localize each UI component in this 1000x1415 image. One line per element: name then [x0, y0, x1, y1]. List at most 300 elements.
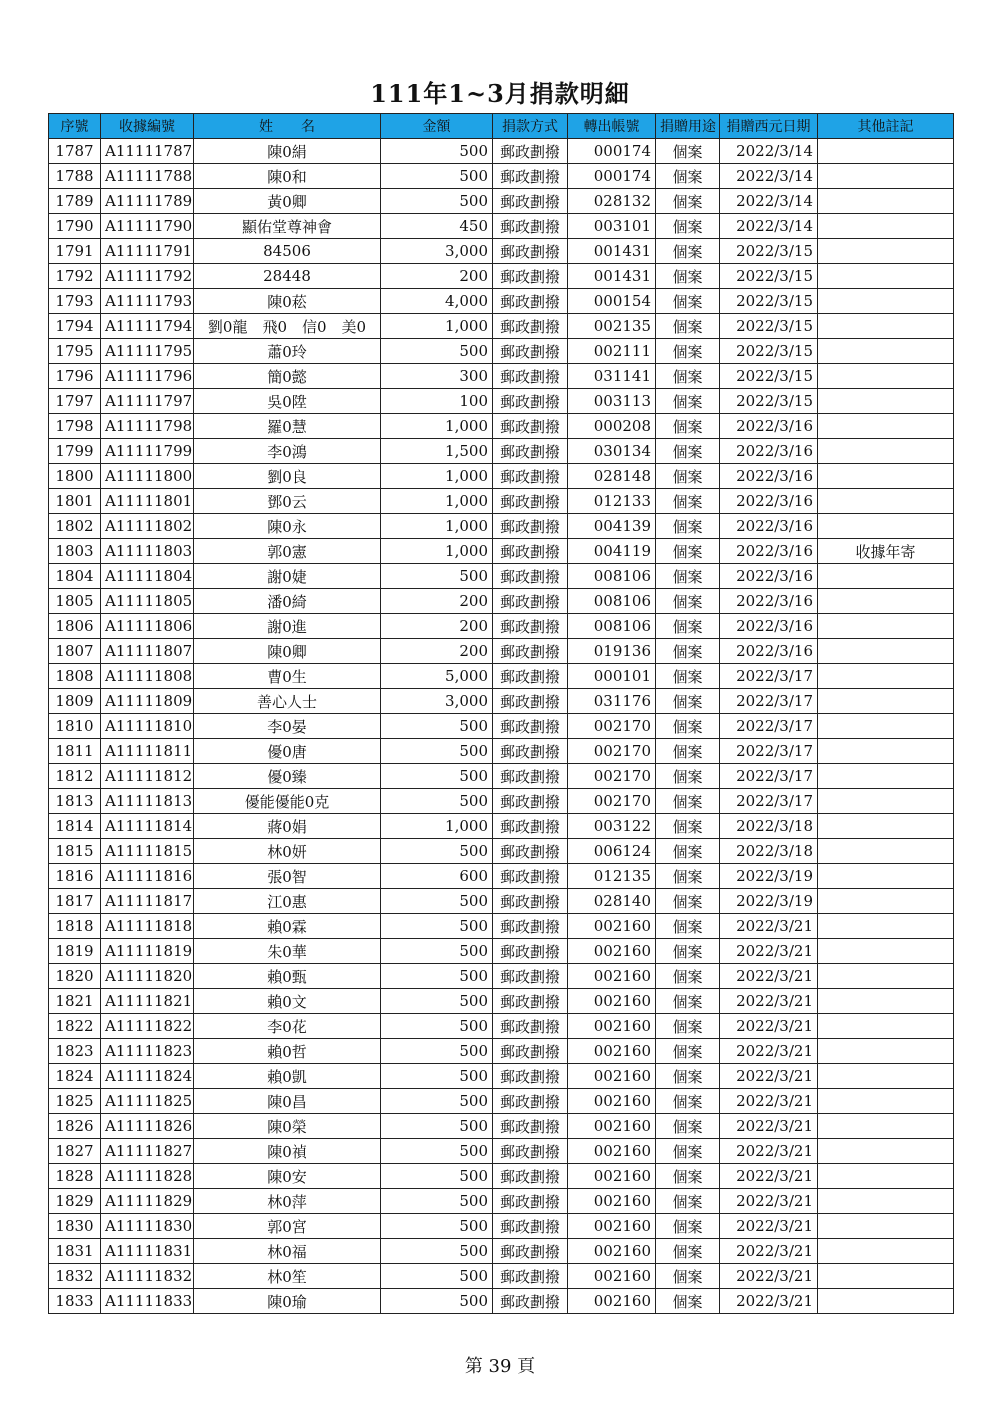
cell-amount: 4,000: [381, 289, 493, 314]
cell-serial-no: 1805: [49, 589, 101, 614]
cell-donation-date: 2022/3/21: [720, 964, 818, 989]
cell-amount: 500: [381, 714, 493, 739]
cell-donation-date: 2022/3/21: [720, 1114, 818, 1139]
cell-donor-name: 善心人士: [194, 689, 381, 714]
cell-receipt-no: A11111823: [101, 1039, 194, 1064]
page-number: 第 39 頁: [464, 1356, 536, 1377]
cell-donation-date: 2022/3/15: [720, 339, 818, 364]
cell-serial-no: 1818: [49, 914, 101, 939]
cell-serial-no: 1801: [49, 489, 101, 514]
cell-remarks: [818, 1264, 954, 1289]
cell-receipt-no: A11111795: [101, 339, 194, 364]
cell-payment-method: 郵政劃撥: [493, 364, 568, 389]
cell-remarks: [818, 1164, 954, 1189]
table-row: [49, 1114, 954, 1139]
cell-donation-date: 2022/3/14: [720, 139, 818, 164]
cell-serial-no: 1814: [49, 814, 101, 839]
cell-receipt-no: A11111814: [101, 814, 194, 839]
cell-payment-method: 郵政劃撥: [493, 1164, 568, 1189]
cell-serial-no: 1796: [49, 364, 101, 389]
cell-remarks: [818, 389, 954, 414]
cell-donation-date: 2022/3/21: [720, 939, 818, 964]
cell-purpose: 個案: [656, 864, 720, 889]
cell-donation-date: 2022/3/14: [720, 164, 818, 189]
cell-donation-date: 2022/3/15: [720, 314, 818, 339]
cell-purpose: 個案: [656, 739, 720, 764]
cell-remarks: [818, 1189, 954, 1214]
cell-serial-no: 1802: [49, 514, 101, 539]
cell-serial-no: 1793: [49, 289, 101, 314]
cell-purpose: 個案: [656, 839, 720, 864]
cell-account-no: 002160: [568, 1189, 656, 1214]
cell-account-no: 006124: [568, 839, 656, 864]
cell-donor-name: 陳0和: [194, 164, 381, 189]
table-row: [49, 739, 954, 764]
cell-donor-name: 陳0瑜: [194, 1289, 381, 1314]
table-row: [49, 239, 954, 264]
cell-remarks: [818, 864, 954, 889]
cell-account-no: 000101: [568, 664, 656, 689]
cell-donation-date: 2022/3/21: [720, 1164, 818, 1189]
cell-donor-name: 劉0龍 飛0 信0 美0: [194, 314, 381, 339]
cell-serial-no: 1824: [49, 1064, 101, 1089]
cell-payment-method: 郵政劃撥: [493, 164, 568, 189]
cell-receipt-no: A11111787: [101, 139, 194, 164]
cell-purpose: 個案: [656, 214, 720, 239]
cell-donation-date: 2022/3/21: [720, 1289, 818, 1314]
cell-receipt-no: A11111790: [101, 214, 194, 239]
table-row: [49, 1039, 954, 1064]
cell-donation-date: 2022/3/21: [720, 914, 818, 939]
cell-remarks: [818, 1214, 954, 1239]
cell-donation-date: 2022/3/15: [720, 264, 818, 289]
cell-receipt-no: A11111820: [101, 964, 194, 989]
cell-payment-method: 郵政劃撥: [493, 814, 568, 839]
cell-donation-date: 2022/3/21: [720, 1264, 818, 1289]
cell-receipt-no: A11111822: [101, 1014, 194, 1039]
table-row: [49, 439, 954, 464]
table-row: [49, 864, 954, 889]
cell-account-no: 030134: [568, 439, 656, 464]
cell-amount: 500: [381, 939, 493, 964]
cell-purpose: 個案: [656, 914, 720, 939]
cell-donor-name: 陳0昌: [194, 1089, 381, 1114]
cell-donor-name: 曹0生: [194, 664, 381, 689]
cell-account-no: 002160: [568, 914, 656, 939]
cell-account-no: 000174: [568, 164, 656, 189]
cell-account-no: 008106: [568, 614, 656, 639]
cell-purpose: 個案: [656, 364, 720, 389]
table-row: [49, 914, 954, 939]
cell-remarks: [818, 989, 954, 1014]
cell-receipt-no: A11111812: [101, 764, 194, 789]
cell-receipt-no: A11111810: [101, 714, 194, 739]
cell-account-no: 002160: [568, 1239, 656, 1264]
table-row: [49, 1264, 954, 1289]
cell-payment-method: 郵政劃撥: [493, 864, 568, 889]
cell-serial-no: 1808: [49, 664, 101, 689]
cell-payment-method: 郵政劃撥: [493, 539, 568, 564]
cell-account-no: 004119: [568, 539, 656, 564]
cell-donor-name: 陳0榮: [194, 1114, 381, 1139]
table-row: [49, 1139, 954, 1164]
cell-serial-no: 1822: [49, 1014, 101, 1039]
cell-account-no: 002160: [568, 1164, 656, 1189]
cell-purpose: 個案: [656, 164, 720, 189]
cell-amount: 500: [381, 1139, 493, 1164]
table-row: [49, 1064, 954, 1089]
table-row: [49, 1089, 954, 1114]
cell-account-no: 000154: [568, 289, 656, 314]
cell-amount: 200: [381, 589, 493, 614]
table-row: [49, 389, 954, 414]
cell-account-no: 002170: [568, 789, 656, 814]
cell-amount: 500: [381, 739, 493, 764]
cell-purpose: 個案: [656, 1064, 720, 1089]
cell-receipt-no: A11111805: [101, 589, 194, 614]
cell-payment-method: 郵政劃撥: [493, 964, 568, 989]
cell-payment-method: 郵政劃撥: [493, 764, 568, 789]
cell-donor-name: 潘0綺: [194, 589, 381, 614]
cell-account-no: 002160: [568, 1014, 656, 1039]
table-row: [49, 1014, 954, 1039]
cell-purpose: 個案: [656, 189, 720, 214]
cell-amount: 1,000: [381, 814, 493, 839]
cell-purpose: 個案: [656, 414, 720, 439]
cell-account-no: 003113: [568, 389, 656, 414]
cell-payment-method: 郵政劃撥: [493, 889, 568, 914]
header-purpose: 捐贈用途: [656, 114, 720, 139]
table-row: [49, 289, 954, 314]
cell-purpose: 個案: [656, 764, 720, 789]
cell-serial-no: 1832: [49, 1264, 101, 1289]
table-row: [49, 489, 954, 514]
cell-serial-no: 1826: [49, 1114, 101, 1139]
cell-remarks: [818, 739, 954, 764]
cell-purpose: 個案: [656, 514, 720, 539]
cell-remarks: [818, 514, 954, 539]
cell-amount: 300: [381, 364, 493, 389]
cell-serial-no: 1813: [49, 789, 101, 814]
cell-amount: 600: [381, 864, 493, 889]
cell-purpose: 個案: [656, 1039, 720, 1064]
cell-donation-date: 2022/3/21: [720, 1139, 818, 1164]
cell-receipt-no: A11111821: [101, 989, 194, 1014]
cell-donation-date: 2022/3/15: [720, 239, 818, 264]
cell-account-no: 031141: [568, 364, 656, 389]
cell-donor-name: 李0鴻: [194, 439, 381, 464]
cell-serial-no: 1806: [49, 614, 101, 639]
cell-amount: 500: [381, 789, 493, 814]
cell-amount: 200: [381, 264, 493, 289]
cell-amount: 200: [381, 639, 493, 664]
cell-serial-no: 1810: [49, 714, 101, 739]
cell-remarks: 收據年寄: [818, 539, 954, 564]
cell-account-no: 002170: [568, 739, 656, 764]
cell-account-no: 019136: [568, 639, 656, 664]
donation-table: [48, 113, 954, 1314]
table-row: [49, 564, 954, 589]
cell-payment-method: 郵政劃撥: [493, 139, 568, 164]
cell-purpose: 個案: [656, 264, 720, 289]
cell-donation-date: 2022/3/16: [720, 464, 818, 489]
cell-remarks: [818, 939, 954, 964]
cell-donation-date: 2022/3/15: [720, 389, 818, 414]
cell-purpose: 個案: [656, 989, 720, 1014]
cell-purpose: 個案: [656, 1189, 720, 1214]
cell-donation-date: 2022/3/16: [720, 489, 818, 514]
cell-receipt-no: A11111792: [101, 264, 194, 289]
cell-receipt-no: A11111803: [101, 539, 194, 564]
table-row: [49, 664, 954, 689]
cell-amount: 500: [381, 339, 493, 364]
cell-serial-no: 1827: [49, 1139, 101, 1164]
cell-account-no: 012135: [568, 864, 656, 889]
cell-receipt-no: A11111827: [101, 1139, 194, 1164]
cell-amount: 500: [381, 1014, 493, 1039]
cell-donor-name: 賴0霖: [194, 914, 381, 939]
cell-donor-name: 優能優能0克: [194, 789, 381, 814]
cell-serial-no: 1830: [49, 1214, 101, 1239]
cell-donation-date: 2022/3/18: [720, 839, 818, 864]
cell-account-no: 001431: [568, 264, 656, 289]
cell-remarks: [818, 664, 954, 689]
cell-receipt-no: A11111828: [101, 1164, 194, 1189]
cell-donation-date: 2022/3/16: [720, 639, 818, 664]
cell-account-no: 012133: [568, 489, 656, 514]
cell-amount: 500: [381, 1289, 493, 1314]
cell-payment-method: 郵政劃撥: [493, 1139, 568, 1164]
table-row: [49, 789, 954, 814]
cell-receipt-no: A11111826: [101, 1114, 194, 1139]
cell-receipt-no: A11111794: [101, 314, 194, 339]
cell-purpose: 個案: [656, 1239, 720, 1264]
cell-remarks: [818, 139, 954, 164]
document-title: 111年1~3月捐款明細: [370, 79, 630, 108]
cell-receipt-no: A11111818: [101, 914, 194, 939]
cell-remarks: [818, 364, 954, 389]
cell-donation-date: 2022/3/16: [720, 614, 818, 639]
header-amount: 金額: [381, 114, 493, 139]
cell-payment-method: 郵政劃撥: [493, 789, 568, 814]
cell-remarks: [818, 239, 954, 264]
header-receipt-no: 收據編號: [101, 114, 194, 139]
cell-payment-method: 郵政劃撥: [493, 839, 568, 864]
cell-remarks: [818, 914, 954, 939]
cell-payment-method: 郵政劃撥: [493, 464, 568, 489]
cell-donor-name: 陳0禎: [194, 1139, 381, 1164]
header-donation-date: 捐贈西元日期: [720, 114, 818, 139]
cell-payment-method: 郵政劃撥: [493, 1289, 568, 1314]
cell-donation-date: 2022/3/15: [720, 289, 818, 314]
cell-receipt-no: A11111829: [101, 1189, 194, 1214]
cell-donation-date: 2022/3/16: [720, 539, 818, 564]
table-row: [49, 939, 954, 964]
cell-donor-name: 蔣0娟: [194, 814, 381, 839]
cell-serial-no: 1811: [49, 739, 101, 764]
cell-purpose: 個案: [656, 1214, 720, 1239]
cell-remarks: [818, 839, 954, 864]
cell-donor-name: 吳0陞: [194, 389, 381, 414]
cell-donor-name: 劉0良: [194, 464, 381, 489]
cell-donor-name: 林0妍: [194, 839, 381, 864]
cell-account-no: 028148: [568, 464, 656, 489]
cell-amount: 500: [381, 189, 493, 214]
cell-amount: 450: [381, 214, 493, 239]
table-row: [49, 614, 954, 639]
cell-purpose: 個案: [656, 139, 720, 164]
cell-donor-name: 賴0文: [194, 989, 381, 1014]
cell-amount: 1,000: [381, 414, 493, 439]
cell-purpose: 個案: [656, 314, 720, 339]
cell-receipt-no: A11111807: [101, 639, 194, 664]
cell-donor-name: 陳0菘: [194, 289, 381, 314]
table-row: [49, 189, 954, 214]
cell-amount: 1,500: [381, 439, 493, 464]
cell-donor-name: 優0唐: [194, 739, 381, 764]
cell-donor-name: 陳0永: [194, 514, 381, 539]
cell-remarks: [818, 614, 954, 639]
cell-donor-name: 李0花: [194, 1014, 381, 1039]
cell-receipt-no: A11111801: [101, 489, 194, 514]
cell-donor-name: 江0惠: [194, 889, 381, 914]
cell-account-no: 002160: [568, 1289, 656, 1314]
cell-serial-no: 1829: [49, 1189, 101, 1214]
cell-serial-no: 1812: [49, 764, 101, 789]
cell-account-no: 008106: [568, 589, 656, 614]
cell-amount: 500: [381, 1264, 493, 1289]
table-row: [49, 889, 954, 914]
cell-donor-name: 陳0絹: [194, 139, 381, 164]
cell-remarks: [818, 264, 954, 289]
table-row: [49, 414, 954, 439]
header-remarks: 其他註記: [818, 114, 954, 139]
cell-serial-no: 1816: [49, 864, 101, 889]
cell-remarks: [818, 1114, 954, 1139]
cell-payment-method: 郵政劃撥: [493, 1114, 568, 1139]
cell-payment-method: 郵政劃撥: [493, 414, 568, 439]
cell-account-no: 003122: [568, 814, 656, 839]
cell-donor-name: 郭0憲: [194, 539, 381, 564]
cell-receipt-no: A11111817: [101, 889, 194, 914]
cell-amount: 500: [381, 1114, 493, 1139]
cell-payment-method: 郵政劃撥: [493, 214, 568, 239]
table-row: [49, 639, 954, 664]
cell-amount: 500: [381, 1039, 493, 1064]
cell-receipt-no: A11111811: [101, 739, 194, 764]
cell-purpose: 個案: [656, 689, 720, 714]
cell-receipt-no: A11111833: [101, 1289, 194, 1314]
cell-amount: 3,000: [381, 689, 493, 714]
cell-receipt-no: A11111799: [101, 439, 194, 464]
cell-receipt-no: A11111789: [101, 189, 194, 214]
cell-payment-method: 郵政劃撥: [493, 564, 568, 589]
cell-payment-method: 郵政劃撥: [493, 739, 568, 764]
cell-donor-name: 黃0卿: [194, 189, 381, 214]
cell-serial-no: 1799: [49, 439, 101, 464]
cell-serial-no: 1795: [49, 339, 101, 364]
cell-payment-method: 郵政劃撥: [493, 264, 568, 289]
cell-remarks: [818, 339, 954, 364]
cell-donation-date: 2022/3/21: [720, 1214, 818, 1239]
cell-donor-name: 28448: [194, 264, 381, 289]
cell-serial-no: 1819: [49, 939, 101, 964]
cell-payment-method: 郵政劃撥: [493, 589, 568, 614]
cell-account-no: 003101: [568, 214, 656, 239]
cell-remarks: [818, 414, 954, 439]
cell-account-no: 002135: [568, 314, 656, 339]
cell-donor-name: 林0福: [194, 1239, 381, 1264]
cell-payment-method: 郵政劃撥: [493, 1239, 568, 1264]
cell-purpose: 個案: [656, 664, 720, 689]
cell-receipt-no: A11111825: [101, 1089, 194, 1114]
cell-serial-no: 1804: [49, 564, 101, 589]
cell-purpose: 個案: [656, 889, 720, 914]
cell-amount: 500: [381, 964, 493, 989]
cell-payment-method: 郵政劃撥: [493, 914, 568, 939]
cell-receipt-no: A11111809: [101, 689, 194, 714]
table-row: [49, 989, 954, 1014]
cell-donation-date: 2022/3/17: [720, 689, 818, 714]
cell-serial-no: 1820: [49, 964, 101, 989]
cell-account-no: 002160: [568, 1139, 656, 1164]
cell-purpose: 個案: [656, 539, 720, 564]
header-payment-method: 捐款方式: [493, 114, 568, 139]
cell-payment-method: 郵政劃撥: [493, 614, 568, 639]
cell-amount: 500: [381, 889, 493, 914]
cell-account-no: 000174: [568, 139, 656, 164]
table-row: [49, 1214, 954, 1239]
cell-account-no: 000208: [568, 414, 656, 439]
table-row: [49, 1164, 954, 1189]
cell-account-no: 002160: [568, 1039, 656, 1064]
cell-donor-name: 優0臻: [194, 764, 381, 789]
cell-account-no: 002160: [568, 1114, 656, 1139]
cell-account-no: 002160: [568, 1264, 656, 1289]
cell-amount: 1,000: [381, 514, 493, 539]
cell-serial-no: 1798: [49, 414, 101, 439]
cell-purpose: 個案: [656, 339, 720, 364]
cell-account-no: 002160: [568, 1089, 656, 1114]
cell-remarks: [818, 889, 954, 914]
cell-amount: 500: [381, 564, 493, 589]
cell-receipt-no: A11111804: [101, 564, 194, 589]
cell-account-no: 008106: [568, 564, 656, 589]
cell-donor-name: 賴0凱: [194, 1064, 381, 1089]
cell-amount: 500: [381, 839, 493, 864]
cell-amount: 100: [381, 389, 493, 414]
cell-amount: 3,000: [381, 239, 493, 264]
cell-amount: 500: [381, 1214, 493, 1239]
cell-payment-method: 郵政劃撥: [493, 714, 568, 739]
cell-serial-no: 1792: [49, 264, 101, 289]
cell-amount: 500: [381, 1089, 493, 1114]
cell-amount: 500: [381, 139, 493, 164]
cell-remarks: [818, 439, 954, 464]
cell-payment-method: 郵政劃撥: [493, 289, 568, 314]
cell-serial-no: 1823: [49, 1039, 101, 1064]
cell-serial-no: 1797: [49, 389, 101, 414]
cell-payment-method: 郵政劃撥: [493, 1214, 568, 1239]
cell-remarks: [818, 714, 954, 739]
cell-serial-no: 1791: [49, 239, 101, 264]
cell-donor-name: 林0萍: [194, 1189, 381, 1214]
cell-receipt-no: A11111831: [101, 1239, 194, 1264]
cell-payment-method: 郵政劃撥: [493, 339, 568, 364]
cell-payment-method: 郵政劃撥: [493, 1089, 568, 1114]
cell-serial-no: 1833: [49, 1289, 101, 1314]
cell-amount: 1,000: [381, 539, 493, 564]
